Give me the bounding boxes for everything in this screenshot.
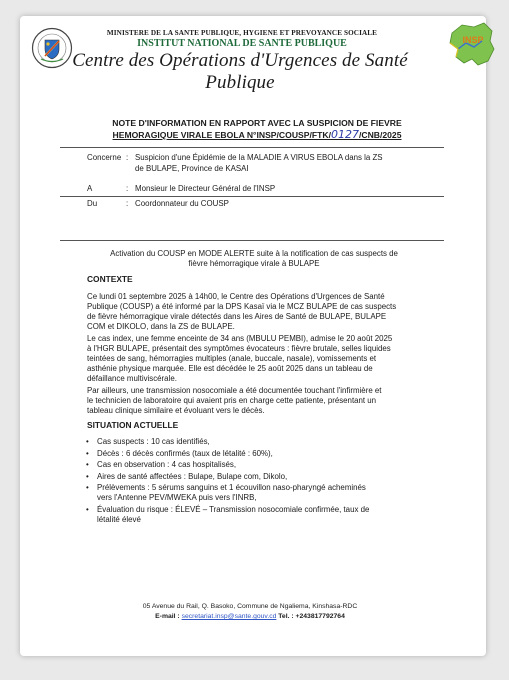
colon: : <box>126 199 129 208</box>
note-title <box>92 117 422 141</box>
contexte-paragraph-2 <box>87 334 444 384</box>
contexte-paragraph-3 <box>87 386 444 416</box>
colon: : <box>126 153 129 162</box>
colon: : <box>126 184 129 193</box>
separator-line <box>60 240 444 241</box>
note-title-line1: NOTE D'INFORMATION EN RAPPORT AVEC LA SUSPICION DE FIEVRE <box>112 118 402 128</box>
insp-map-logo <box>444 19 498 71</box>
activation-line2: fièvre hémorragique virale à BULAPE <box>188 259 320 268</box>
list-item-text: Évaluation du risque : ÉLEVÉ – Transmission nosocomiale confirmée, taux de <box>97 504 370 514</box>
footer-contact <box>60 613 440 620</box>
bullet-icon: • <box>86 483 89 492</box>
note-title-line2 <box>92 129 422 141</box>
list-item-text: Cas en observation : 4 cas hospitalisés, <box>97 460 237 469</box>
text-line: le technicien de laboratoire qui avaient pris en charge cette patiente, présentant un <box>87 396 377 406</box>
note-ref-prefix: HEMORAGIQUE VIRALE EBOLA N°INSP/COUSP/FTK/ <box>112 130 331 140</box>
text-line: Ce lundi 01 septembre 2025 à 14h00, le Centre des Opérations d'Urgences de Santé <box>87 292 385 301</box>
note-ref-number: 0127 <box>330 128 359 141</box>
email-link[interactable]: secretariat.insp@sante.gouv.cd <box>181 613 277 620</box>
text-line: Par ailleurs, une transmission nosocomiale a été documentée touchant l'infirmière et <box>87 386 382 395</box>
note-ref-suffix: /CNB/2025 <box>358 130 402 140</box>
bullet-icon: • <box>86 471 89 481</box>
list-item-text: vers l'Antenne PEV/MWEKA puis vers l'INRB, <box>97 493 257 502</box>
bullet-icon: • <box>86 504 89 514</box>
ministry-line: MINISTERE DE LA SANTE PUBLIQUE, HYGIENE ET PREVOYANCE SOCIALE <box>106 29 378 37</box>
text-line: défaillance multiviscérale. <box>87 374 177 384</box>
phone-number: Tel. : +243817792764 <box>276 613 345 620</box>
list-item <box>86 437 426 447</box>
insp-badge-text: INSP <box>462 35 484 45</box>
list-item <box>86 449 426 459</box>
list-item-text: létalité élevé <box>97 514 141 524</box>
bullet-icon: • <box>86 448 89 458</box>
bullet-icon: • <box>86 460 89 469</box>
separator-line <box>60 196 444 197</box>
activation-line1: Activation du COUSP en MODE ALERTE suite à la notification de cas suspects de <box>110 249 398 258</box>
concerne-line2: de BULAPE, Province de KASAI <box>135 164 249 173</box>
text-line: COM et DIKOLO, dans la ZS de BULAPE. <box>87 322 235 332</box>
coat-of-arms-logo <box>31 27 73 69</box>
institute-line: INSTITUT NATIONAL DE SANTE PUBLIQUE <box>137 38 347 49</box>
list-item-text: Cas suspects : 10 cas identifiés, <box>97 437 210 446</box>
list-item-text: Prélèvements : 5 sérums sanguins et 1 écouvillon naso-pharyngé acheminés <box>97 483 366 492</box>
list-item <box>86 505 426 525</box>
concerne-label: Concerne <box>87 153 122 162</box>
list-item <box>86 472 426 482</box>
concerne-line1: Suspicion d'une Épidémie de la MALADIE A VIRUS EBOLA dans la ZS <box>135 153 383 162</box>
list-item <box>86 483 426 503</box>
separator-line <box>60 147 444 148</box>
text-line: à l'HGR BULAPE, présentait des symptômes évocateurs : fièvre brutale, selles liquides <box>87 344 391 354</box>
list-item-text: Décès : 6 décès confirmés (taux de létalité : 60%), <box>97 448 273 458</box>
to-value: Monsieur le Directeur Général de l'INSP <box>135 184 276 193</box>
text-line: tableau clinique similaire et évoluant vers le décès. <box>87 406 265 416</box>
email-label: E-mail : <box>155 613 182 620</box>
list-item <box>86 460 426 470</box>
from-label: Du <box>87 199 98 208</box>
text-line: teintées de sang, hémorragies multiples (anale, buccale, nasale), vomissements et <box>87 354 377 364</box>
to-label: A <box>87 184 93 193</box>
situation-list <box>86 437 426 525</box>
center-title: Centre des Opérations d'Urgences de Santé Publique <box>72 50 408 93</box>
activation-notice <box>64 249 444 269</box>
contexte-heading: CONTEXTE <box>87 274 133 284</box>
text-line: asthénie physique marquée. Elle est décédée le 25 août 2025 dans un tableau de <box>87 364 373 374</box>
contexte-paragraph-1 <box>87 292 444 332</box>
from-value: Coordonnateur du COUSP <box>135 199 229 208</box>
text-line: Le cas index, une femme enceinte de 34 ans (MBULU PEMBI), admise le 20 août 2025 <box>87 334 393 343</box>
footer-address: 05 Avenue du Rail, Q. Basoko, Commune de Ngaliema, Kinshasa-RDC <box>142 603 358 610</box>
bullet-icon: • <box>86 437 89 446</box>
text-line: Publique (COUSP) a été informé par la DPS Kasaï via le MCZ BULAPE de cas suspects <box>87 302 397 312</box>
situation-heading: SITUATION ACTUELLE <box>87 420 179 430</box>
list-item-text: Aires de santé affectées : Bulape, Bulape com, Dikolo, <box>97 471 288 481</box>
text-line: de fièvre hémorragique virale détectés dans les Aires de Santé de BULAPE, BULAPE <box>87 312 387 322</box>
